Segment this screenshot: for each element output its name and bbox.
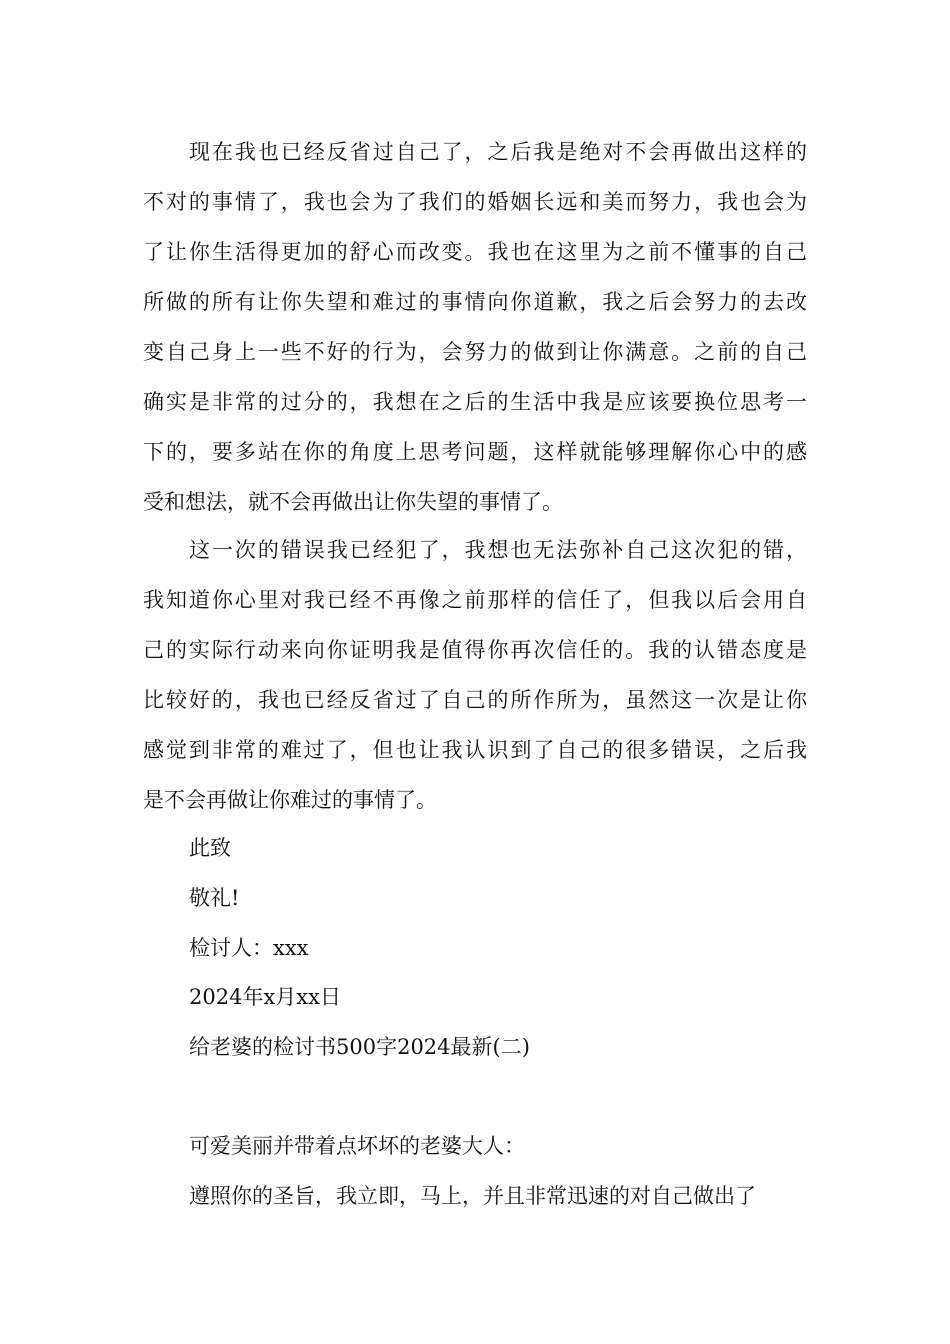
paragraph-line: 己的实际行动来向你证明我是值得你再次信任的。我的认错态度是 (143, 638, 807, 662)
paragraph-line: 我知道你心里对我已经不再像之前那样的信任了，但我以后会用自 (143, 588, 807, 612)
signature: 检讨人：xxx (189, 936, 309, 960)
closing-regards: 敬礼! (189, 886, 240, 910)
paragraph-line: 了让你生活得更加的舒心而改变。我也在这里为之前不懂事的自己 (143, 240, 807, 264)
paragraph-line: 这一次的错误我已经犯了，我想也无法弥补自己这次犯的错， (189, 538, 807, 562)
paragraph-line: 所做的所有让你失望和难过的事情向你道歉，我之后会努力的去改 (143, 290, 807, 314)
letter-first-line: 遵照你的圣旨，我立即，马上，并且非常迅速的对自己做出了 (189, 1184, 756, 1208)
closing-salutation: 此致 (189, 836, 231, 860)
paragraph-line: 下的，要多站在你的角度上思考问题，这样就能够理解你心中的感 (143, 440, 807, 464)
section-title: 给老婆的检讨书500字2024最新(二) (189, 1035, 530, 1059)
paragraph-line: 确实是非常的过分的，我想在之后的生活中我是应该要换位思考一 (143, 390, 807, 414)
paragraph-line: 不对的事情了，我也会为了我们的婚姻长远和美而努力，我也会为 (143, 190, 807, 214)
paragraph-line: 是不会再做让你难过的事情了。 (143, 788, 437, 812)
paragraph-line: 受和想法，就不会再做出让你失望的事情了。 (143, 490, 563, 514)
paragraph-line: 感觉到非常的难过了，但也让我认识到了自己的很多错误，之后我 (143, 738, 807, 762)
paragraph-line: 比较好的，我也已经反省过了自己的所作所为，虽然这一次是让你 (143, 688, 807, 712)
paragraph-1 (143, 127, 807, 527)
date: 2024年x月xx日 (189, 985, 341, 1009)
paragraph-line: 变自己身上一些不好的行为，会努力的做到让你满意。之前的自己 (143, 340, 807, 364)
paragraph-2 (143, 525, 807, 825)
letter-greeting: 可爱美丽并带着点坏坏的老婆大人： (189, 1134, 525, 1158)
paragraph-line: 现在我也已经反省过自己了，之后我是绝对不会再做出这样的 (189, 140, 807, 164)
